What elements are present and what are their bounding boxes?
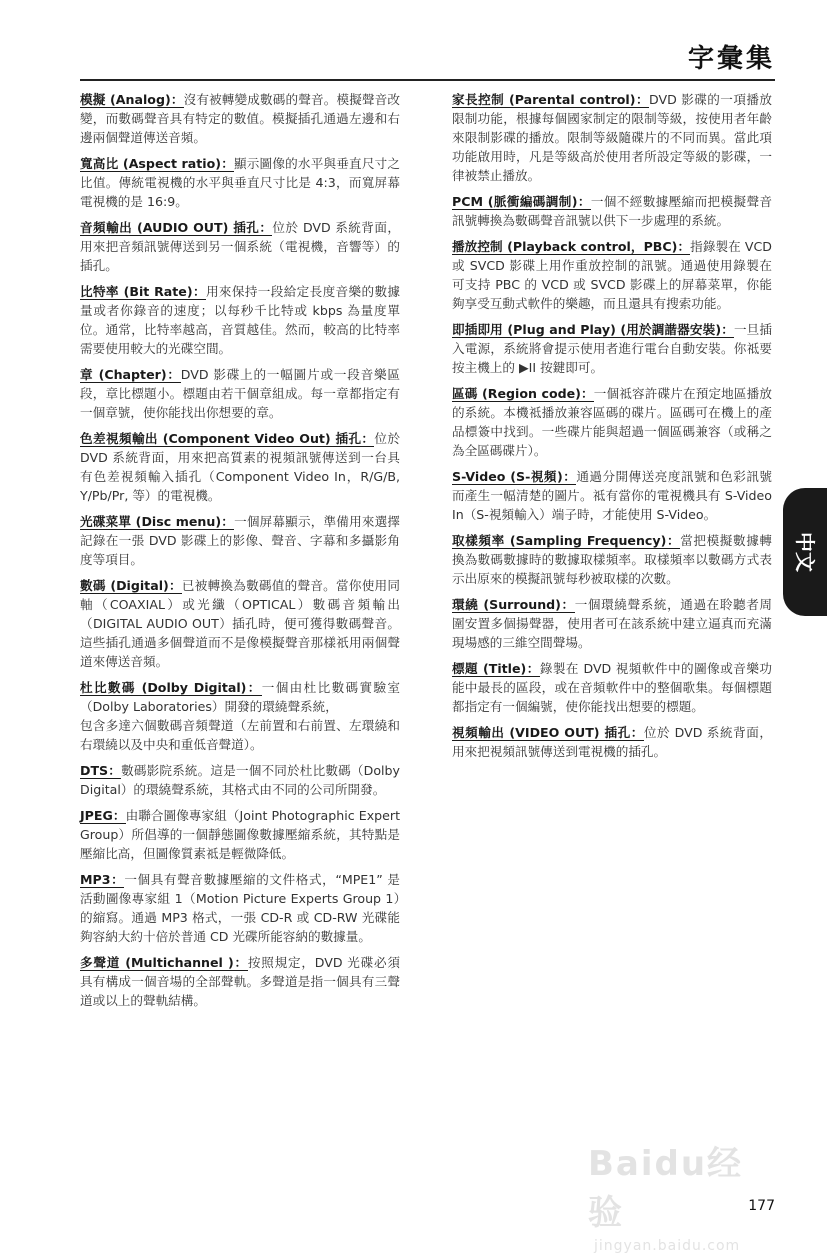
glossary-term: 播放控制 (Playback control，PBC)：: [452, 239, 691, 254]
glossary-definition: 位於 DVD 系統背面，用來把視頻訊號傳送到電視機的插孔。: [452, 725, 773, 759]
glossary-entry-playback-control: [452, 237, 772, 313]
glossary-definition: DVD 影碟的一項播放限制功能，根據每個國家制定的限制等級，按使用者年齡來限制影碟的播放。限制等級隨碟片的不同而異。當此項功能啟用時，凡是等級高於使用者所設定等級的影碟，一律被禁止播放。: [452, 92, 772, 183]
glossary-term: 多聲道 (Multichannel )：: [80, 955, 248, 970]
glossary-definition: 用來保持一段給定長度音樂的數據量或者你錄音的速度；以每秒千比特或 kbps 為量度單位。通常，比特率越高，音質越佳。然而，較高的比特率需要使用較大的光碟空間。: [80, 284, 401, 356]
glossary-term: JPEG：: [80, 808, 126, 823]
glossary-definition: 按照規定，DVD 光碟必須具有構成一個音場的全部聲軌。多聲道是指一個具有三聲道或以上的聲軌結構。: [80, 955, 400, 1008]
glossary-entry-title: [452, 659, 772, 716]
glossary-definition-continued: 包含多達六個數碼音頻聲道（左前置和右前置、左環繞和右環繞以及中央和重低音聲道）。: [80, 718, 400, 752]
glossary-definition: 已被轉換為數碼值的聲音。當你使用同軸（COAXIAL）或光纖（OPTICAL）數碼音頻輸出（DIGITAL AUDIO OUT）插孔時，便可獲得數碼聲音。這些插孔通過多個聲道而不是像模擬聲音那樣祇用兩個聲道來傳送音頻。: [80, 578, 400, 669]
watermark-logo: Baidu经验: [588, 1144, 744, 1233]
glossary-term: MP3：: [80, 872, 125, 887]
glossary-term: 色差視頻輸出 (Component Video Out) 插孔：: [80, 431, 375, 446]
glossary-term: DTS：: [80, 763, 122, 778]
glossary-entry-chapter: [80, 365, 400, 422]
glossary-term: 寬高比 (Aspect ratio)：: [80, 156, 234, 171]
glossary-definition: 一個屏幕顯示，準備用來選擇記錄在一張 DVD 影碟上的影像、聲音、字幕和多攝影角度等項目。: [80, 514, 401, 567]
glossary-definition: 當把模擬數據轉換為數碼數據時的數據取樣頻率。取樣頻率以數碼方式表示出原來的模擬訊號每秒被取樣的次數。: [452, 533, 773, 586]
glossary-term: 音頻輸出 (AUDIO OUT) 插孔：: [80, 220, 273, 235]
glossary-term: 視頻輸出 (VIDEO OUT) 插孔：: [452, 725, 644, 740]
glossary-definition: DVD 影碟上的一幅圖片或一段音樂區段，章比標題小。標題由若干個章組成。每一章都指定有一個章號，使你能找出你想要的章。: [80, 367, 401, 420]
glossary-definition: 一個由杜比數碼實驗室（Dolby Laboratories）開發的環繞聲系統，: [80, 680, 400, 714]
glossary-entry-audio-out: [80, 218, 400, 275]
glossary-term: 區碼 (Region code)：: [452, 386, 594, 401]
page-title: 字彙集: [687, 44, 775, 74]
glossary-definition: 錄製在 DVD 視頻軟件中的圖像或音樂功能中最長的區段，或在音頻軟件中的整個歌集。每個標題都指定有一個編號，使你能找出想要的標題。: [452, 661, 773, 714]
glossary-definition: 由聯合圖像專家組（Joint Photographic Expert Group）所倡導的一個靜態圖像數據壓縮系統，其特點是壓縮比高，但圖像質素祗是輕微降低。: [80, 808, 401, 861]
glossary-entry-parental-control: [452, 90, 772, 185]
glossary-entry-plug-and-play: [452, 320, 772, 377]
glossary-term: PCM (脈衝編碼調制)：: [452, 194, 591, 209]
glossary-definition: 通過分開傳送亮度訊號和色彩訊號而產生一幅清楚的圖片。祗有當你的電視機具有 S-Video In（S-視頻輸入）端子時，才能使用 S-Video。: [452, 469, 772, 522]
glossary-entry-s-video: [452, 467, 772, 524]
glossary-entry-multichannel: [80, 953, 400, 1010]
glossary-term: 取樣頻率 (Sampling Frequency)：: [452, 533, 681, 548]
glossary-entry-bit-rate: [80, 282, 400, 358]
glossary-definition: 一個祗容許碟片在預定地區播放的系統。本機祗播放兼容區碼的碟片。區碼可在機上的產品標簽中找到。一些碟片能與超過一個區碼兼容（或稱之為全區碼碟片）。: [452, 386, 772, 458]
glossary-entry-dts: [80, 761, 400, 799]
glossary-definition: 一個不經數據壓縮而把模擬聲音訊號轉換為數碼聲音訊號以供下一步處理的系統。: [452, 194, 772, 228]
glossary-definition: 顯示圖像的水平與垂直尺寸之比值。傳統電視機的水平與垂直尺寸比是 4:3，而寬屏幕電視機的是 16:9。: [80, 156, 401, 209]
glossary-column-left: [80, 90, 400, 1017]
glossary-definition: 指錄製在 VCD 或 SVCD 影碟上用作重放控制的訊號。通過使用錄製在可支持 PBC 的 VCD 或 SVCD 影碟上的屏幕菜單，你能夠享受互動式軟件的樂趣，而且還具有搜索功能。: [452, 239, 773, 311]
glossary-definition: 位於 DVD 系統背面，用來把高質素的視頻訊號傳送到一台具有色差視頻輸入插孔（Component Video In，R/G/B, Y/Pb/Pr, 等）的電視機。: [80, 431, 401, 503]
glossary-entry-dolby-digital: [80, 678, 400, 754]
glossary-entry-mp3: [80, 870, 400, 946]
glossary-definition: 位於 DVD 系統背面，用來把音頻訊號傳送到另一個系統（電視機，音響等）的插孔。: [80, 220, 400, 273]
glossary-term: 環繞 (Surround)：: [452, 597, 575, 612]
glossary-definition: 一個環繞聲系統，通過在聆聽者周圍安置多個揚聲器，使用者可在該系統中建立逼真而充滿現場感的三維空間聲場。: [452, 597, 773, 650]
watermark-url: jingyan.baidu.com: [594, 1238, 741, 1254]
glossary-definition: 數碼影院系統。這是一個不同於杜比數碼（Dolby Digital）的環繞聲系統，其格式由不同的公司所開發。: [80, 763, 400, 797]
glossary-term: 模擬 (Analog)：: [80, 92, 184, 107]
glossary-entry-component-video-out: [80, 429, 400, 505]
glossary-term: 章 (Chapter)：: [80, 367, 181, 382]
language-tab-label: 中文: [793, 532, 817, 572]
glossary-term: 家長控制 (Parental control)：: [452, 92, 649, 107]
title-divider: [80, 79, 775, 81]
glossary-entry-surround: [452, 595, 772, 652]
glossary-entry-jpeg: [80, 806, 400, 863]
page-number: 177: [748, 1198, 775, 1214]
glossary-term: 即插即用 (Plug and Play) (用於調諧器安裝)：: [452, 322, 734, 337]
glossary-term: 標題 (Title)：: [452, 661, 540, 676]
glossary-entry-digital: [80, 576, 400, 671]
glossary-entry-disc-menu: [80, 512, 400, 569]
glossary-entry-pcm: [452, 192, 772, 230]
glossary-entry-sampling-frequency: [452, 531, 772, 588]
glossary-entry-analog: [80, 90, 400, 147]
glossary-entry-video-out: [452, 723, 772, 761]
glossary-entry-region-code: [452, 384, 772, 460]
glossary-term: 比特率 (Bit Rate)：: [80, 284, 206, 299]
glossary-definition: 一旦插入電源，系統將會提示使用者進行電台自動安裝。你祗要按主機上的 ▶II 按鍵即可。: [452, 322, 772, 375]
glossary-term: 光碟菜單 (Disc menu)：: [80, 514, 235, 529]
glossary-entry-aspect-ratio: [80, 154, 400, 211]
glossary-term: 數碼 (Digital)：: [80, 578, 182, 593]
glossary-term: 杜比數碼 (Dolby Digital)：: [80, 680, 262, 695]
glossary-definition: 一個具有聲音數據壓縮的文件格式，“MPE1” 是活動圖像專家組 1（Motion Picture Experts Group 1）的縮寫。通過 MP3 格式，一張 CD-R 或 CD-RW 光碟能夠容納大約十倍於普通 CD 光碟所能容納的數據量。: [80, 872, 400, 944]
glossary-term: S-Video (S-視頻)：: [452, 469, 577, 484]
glossary-definition: 沒有被轉變成數碼的聲音。模擬聲音改變，而數碼聲音具有特定的數值。模擬插孔通過左邊和右邊兩個聲道傳送音頻。: [80, 92, 400, 145]
language-tab: [783, 488, 827, 616]
glossary-column-right: [452, 90, 772, 768]
